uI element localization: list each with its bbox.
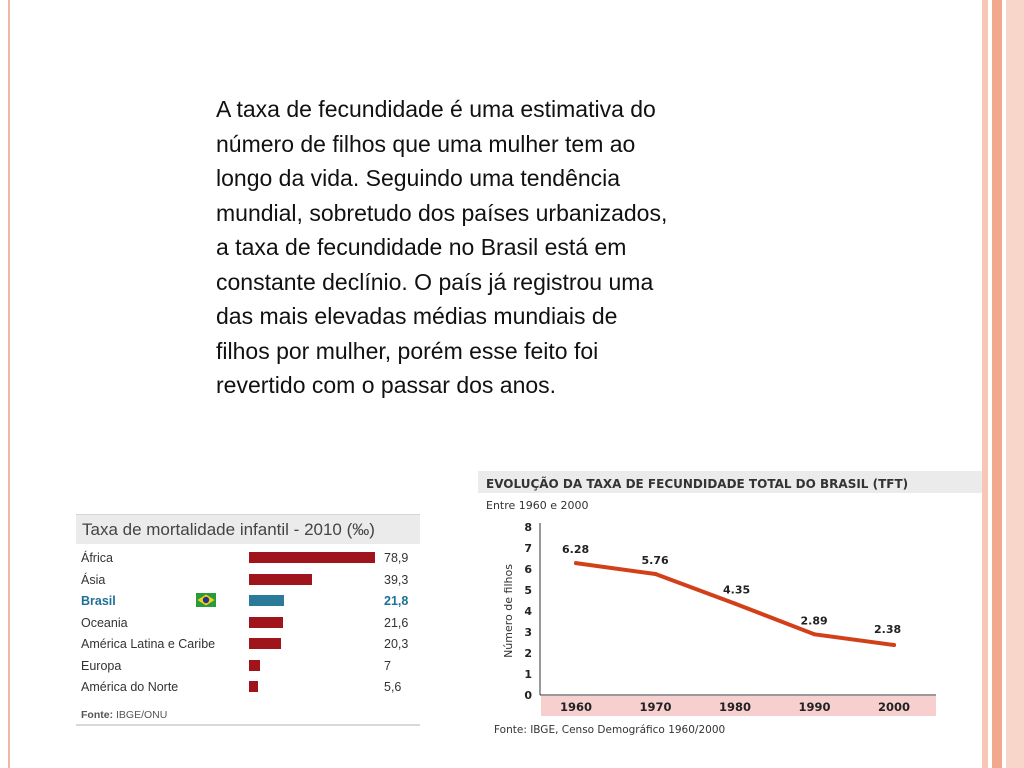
mortality-row <box>76 570 420 591</box>
fecundity-point <box>574 561 578 565</box>
fecundity-y-tick-label: 6 <box>524 563 532 576</box>
mortality-value-label: 78,9 <box>384 551 409 565</box>
stripe-2 <box>992 0 1002 768</box>
fecundity-x-tick-label: 1970 <box>639 700 672 714</box>
mortality-category-label: África <box>81 551 113 565</box>
mortality-chart-title: Taxa de mortalidade infantil - 2010 (‰) <box>76 514 420 544</box>
fecundity-y-tick-label: 2 <box>524 647 532 660</box>
mortality-category-label: Europa <box>81 658 122 673</box>
fecundity-x-tick-label: 1980 <box>718 700 752 714</box>
paragraph-line: constante declínio. O país já registrou uma <box>216 268 654 295</box>
stripe-1 <box>982 0 988 768</box>
mortality-row <box>76 656 420 677</box>
mortality-bar <box>249 617 283 628</box>
mortality-category-label: América Latina e Caribe <box>81 637 216 651</box>
mortality-bar <box>249 660 260 671</box>
mortality-source-label: Fonte: <box>81 709 114 721</box>
mortality-value-label: 5,6 <box>384 680 402 694</box>
paragraph-line: revertido com o passar dos anos. <box>216 372 557 398</box>
mortality-footer-rule <box>76 724 420 726</box>
fecundity-point-label: 5.76 <box>641 554 669 568</box>
fecundity-y-tick-label: 8 <box>524 521 532 534</box>
fecundity-point <box>813 632 817 636</box>
fecundity-chart <box>478 471 982 741</box>
fecundity-chart-title: EVOLUÇÃO DA TAXA DE FECUNDIDADE TOTAL DO BRASIL (TFT) <box>486 477 909 491</box>
fecundity-x-tick-label: 1960 <box>559 700 593 714</box>
brazil-flag-icon <box>196 593 216 607</box>
paragraph-line: mundial, sobretudo dos países urbanizados, <box>216 199 668 226</box>
mortality-row <box>76 634 420 655</box>
fecundity-chart-svg <box>478 471 982 741</box>
fecundity-point-label: 2.89 <box>800 614 828 628</box>
mortality-value-label: 7 <box>384 658 391 673</box>
mortality-row <box>76 677 420 698</box>
fecundity-y-tick-label: 1 <box>524 668 532 681</box>
fecundity-y-tick-label: 0 <box>524 689 532 702</box>
fecundity-y-tick-label: 3 <box>524 626 532 639</box>
mortality-value-label: 21,6 <box>384 615 409 630</box>
fecundity-y-tick-label: 5 <box>524 584 532 597</box>
fecundity-point-label: 2.38 <box>874 623 902 637</box>
paragraph-line: filhos por mulher, porém esse feito foi <box>216 337 599 364</box>
mortality-bar <box>249 574 312 585</box>
body-paragraph <box>216 92 796 403</box>
fecundity-point <box>733 602 737 606</box>
fecundity-point <box>654 572 658 576</box>
mortality-bar <box>249 552 375 563</box>
mortality-value-label: 21,8 <box>384 594 409 608</box>
mortality-category-label: Oceania <box>81 615 128 630</box>
mortality-source <box>81 709 167 721</box>
mortality-source-text: IBGE/ONU <box>116 709 168 721</box>
fecundity-point <box>892 643 896 647</box>
mortality-value-label: 39,3 <box>384 572 409 587</box>
fecundity-x-tick-label: 2000 <box>877 700 911 714</box>
mortality-row <box>76 548 420 569</box>
fecundity-y-axis-label: Número de filhos <box>502 564 515 658</box>
paragraph-line: a taxa de fecundidade no Brasil está em <box>216 234 627 260</box>
infant-mortality-chart <box>76 514 420 726</box>
mortality-row <box>76 613 420 634</box>
fecundity-y-tick-label: 4 <box>524 605 532 618</box>
fecundity-chart-subtitle: Entre 1960 e 2000 <box>486 499 589 512</box>
mortality-value-label: 20,3 <box>384 637 409 651</box>
fecundity-point-label: 6.28 <box>562 543 590 557</box>
fecundity-point-label: 4.35 <box>723 583 751 597</box>
paragraph-line: das mais elevadas médias mundiais de <box>216 303 618 329</box>
paragraph-line: número de filhos que uma mulher tem ao <box>216 130 636 157</box>
mortality-category-label: Ásia <box>81 572 106 587</box>
right-decorative-stripes <box>982 0 1024 768</box>
mortality-bar <box>249 681 258 692</box>
stripe-3 <box>1006 0 1024 768</box>
fecundity-source: Fonte: IBGE, Censo Demográfico 1960/2000 <box>494 724 726 736</box>
mortality-bar <box>249 638 281 649</box>
mortality-row <box>76 591 420 612</box>
left-decorative-line <box>8 0 10 768</box>
mortality-category-label: América do Norte <box>81 680 179 694</box>
fecundity-y-tick-label: 7 <box>524 542 532 555</box>
paragraph-line: longo da vida. Seguindo uma tendência <box>216 165 621 191</box>
mortality-category-label: Brasil <box>81 594 116 608</box>
fecundity-x-tick-label: 1990 <box>798 700 831 714</box>
mortality-bar <box>249 595 284 606</box>
paragraph-line: A taxa de fecundidade é uma estimativa do <box>216 96 656 122</box>
